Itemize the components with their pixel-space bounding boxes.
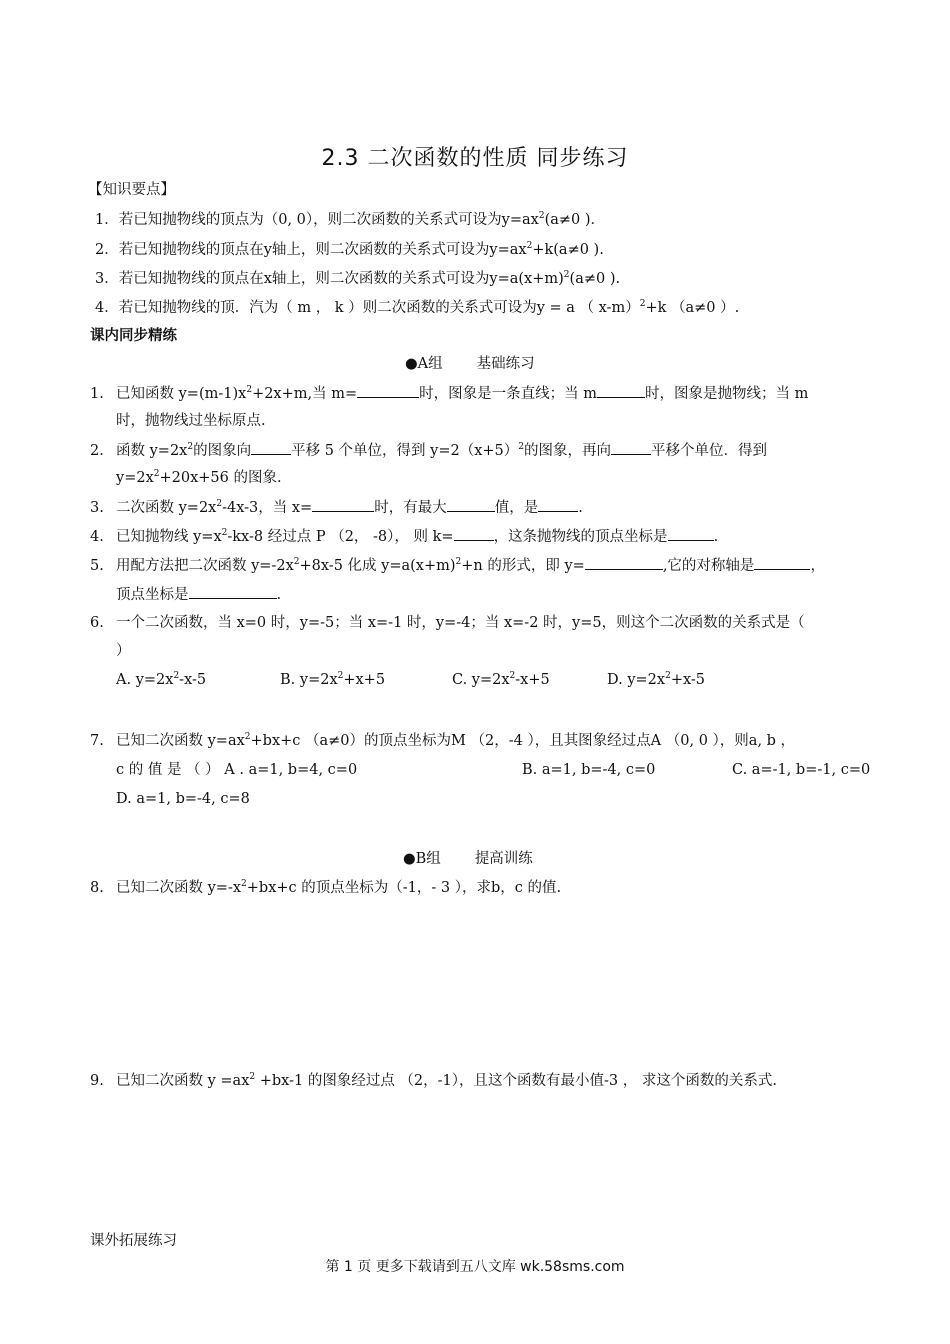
knowledge-item: 2．若已知抛物线的顶点在y轴上，则二次函数的关系式可设为$y=ax^2+k(a\ne 0$ ). [95, 241, 604, 258]
group-a-heading: ●A组 基础练习 [405, 356, 535, 372]
question-2: 2. 函数 $y=2x^2$的图象向 平移 5 个单位，得到 $y=2(x+5)^2$的图象，再向 平移个单位．得到 [90, 442, 767, 459]
answer-blank[interactable] [585, 555, 663, 570]
option-c[interactable]: C. a=-1, b=-1, c=0 [732, 762, 871, 778]
answer-blank[interactable] [597, 383, 645, 398]
question-6-cont: ） [116, 643, 131, 659]
answer-blank[interactable] [668, 526, 714, 541]
section-heading: 课内同步精练 [90, 327, 177, 344]
option-b[interactable]: B. $y=2x^2+x+5$ [280, 671, 386, 688]
answer-blank[interactable] [538, 497, 578, 512]
knowledge-heading: 【知识要点】 [88, 182, 175, 198]
answer-blank[interactable] [447, 497, 495, 512]
question-7-cont: c 的 值 是 （ ） A . a=1, b=4, c=0 [116, 762, 358, 778]
option-a[interactable]: A. $y=2x^2-x-5$ [116, 671, 207, 688]
question-1-cont: 时，抛物线过坐标原点. [116, 413, 266, 429]
page-title: 2.3 二次函数的性质 同步练习 [321, 146, 629, 171]
question-2-cont: $y=2x^2+20x+56$ 的图象. [116, 469, 282, 486]
page-footer: 第 1 页 更多下载请到五八文库 wk.58sms.com [325, 1259, 625, 1275]
question-6: 6. 一个二次函数，当 x=0 时，y=-5；当 x=-1 时，y=-4；当 x=-2 时，y=5，则这个二次函数的关系式是（ [90, 615, 805, 631]
section-heading-extension: 课外拓展练习 [90, 1233, 177, 1249]
answer-blank[interactable] [754, 555, 810, 570]
option-d[interactable]: D. a=1, b=-4, c=8 [116, 791, 250, 807]
knowledge-item: 3．若已知抛物线的顶点在x轴上，则二次函数的关系式可设为$y=a(x+m)^2(a\ne 0$ ). [95, 270, 621, 287]
question-8: 8. 已知二次函数 $y=-x^2+bx+c$ 的顶点坐标为（-1，- 3 ），求b，c 的值. [90, 879, 562, 896]
answer-blank[interactable] [251, 440, 291, 455]
answer-blank[interactable] [357, 383, 419, 398]
question-5-cont: 顶点坐标是 . [116, 584, 281, 605]
answer-blank[interactable] [611, 440, 651, 455]
question-4: 4. 已知抛物线 $y=x^2-kx-8$ 经过点 P （2， -8）， 则 k= ，这条抛物线的顶点坐标是 . [90, 528, 719, 545]
option-b[interactable]: B. a=1, b=-4, c=0 [522, 762, 656, 778]
question-3: 3. 二次函数 $y=2x^2-4x-3$，当 x= 时，有最大 值，是 . [90, 499, 583, 516]
group-b-heading: ●B组 提高训练 [403, 851, 533, 867]
question-1: 1. 已知函数 $y=(m-1)x^2+2x+m$,当 m= 时，图象是一条直线；当 m 时，图象是抛物线；当 m [90, 385, 809, 402]
answer-blank[interactable] [189, 584, 277, 599]
question-7: 7. 已知二次函数 $y=ax^2+bx+c$ （a≠0）的顶点坐标为M （2，-4 ），且其图象经过点A （0, 0 ），则a, b ， [90, 732, 796, 749]
answer-blank[interactable] [312, 497, 374, 512]
answer-blank[interactable] [454, 526, 494, 541]
knowledge-item: 1．若已知抛物线的顶点为（0, 0），则二次函数的关系式可设为$y=ax^2(a\ne 0$ )． [95, 211, 606, 228]
option-c[interactable]: C. $y=2x^2-x+5$ [452, 671, 550, 688]
option-d[interactable]: D. $y=2x^2+x-5$ [607, 671, 706, 688]
question-5: 5. 用配方法把二次函数 $y=-2x^2+8x-5$ 化成 $y=a(x+m)^2+n$ 的形式，即 y= ,它的对称轴是 ， [90, 557, 825, 574]
knowledge-item: 4．若已知抛物线的顶．汽为（ m ， k ）则二次函数的关系式可设为y = a （ x-m）$^2$+k （a≠0 ）. [95, 299, 740, 316]
question-9: 9. 已知二次函数 $y =ax^2 +bx-1$ 的图象经过点 （2，-1），且这个函数有最小值-3 ， 求这个函数的关系式. [90, 1072, 777, 1089]
